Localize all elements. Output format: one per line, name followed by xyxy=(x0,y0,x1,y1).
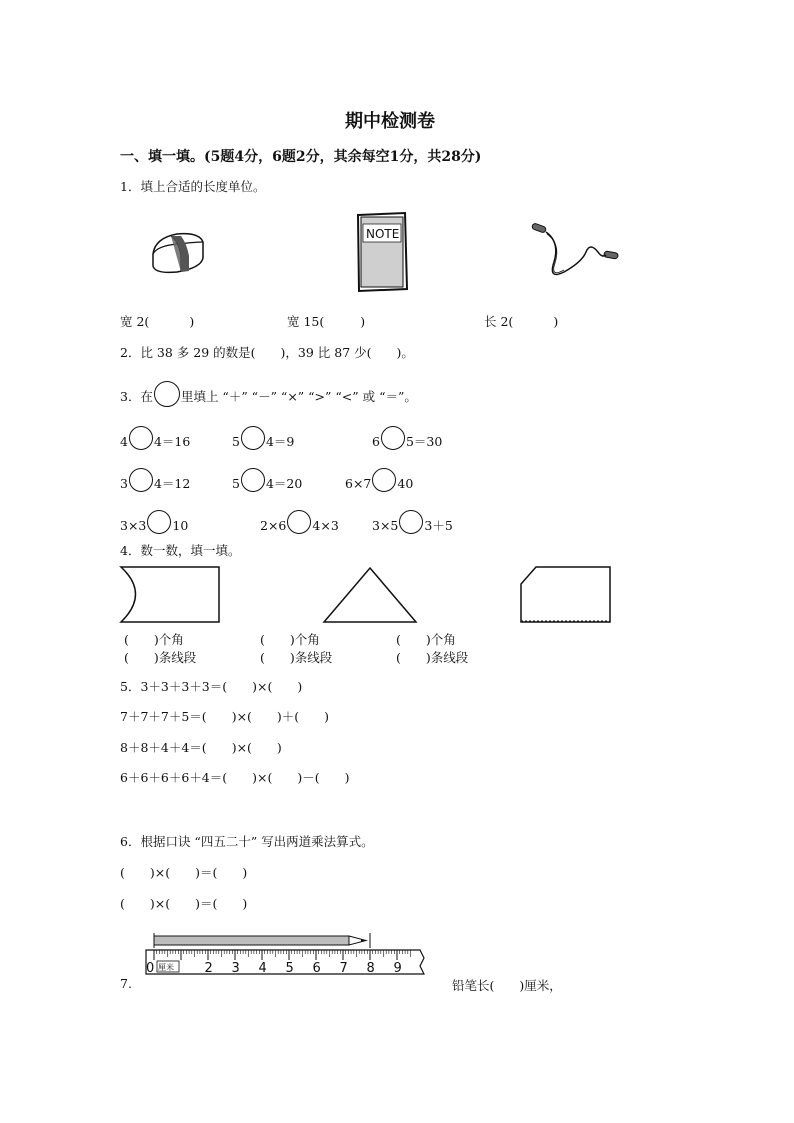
q6-prompt: 6．根据口诀 “四五二十” 写出两道乘法算式。 xyxy=(120,834,374,849)
q7-answer: 铅笔长( )厘米， xyxy=(452,978,562,993)
shape-cut-corner-rectangle xyxy=(520,566,612,624)
q6-line-2: ( )×( )＝( ) xyxy=(120,896,248,911)
q3-item: 4 4＝16 xyxy=(120,426,190,450)
q3-item: 3×5 3＋5 xyxy=(372,510,453,534)
shape-concave-rectangle xyxy=(120,566,222,624)
ruler-tick-label: 7 xyxy=(339,961,348,976)
circle-blank[interactable] xyxy=(241,468,265,492)
q1-prompt: 1．填上合适的长度单位。 xyxy=(120,179,266,194)
circle-blank-example xyxy=(154,381,180,407)
page-title: 期中检测卷 xyxy=(345,111,435,132)
jump-rope-icon xyxy=(530,222,622,284)
ruler-tick-label: 2 xyxy=(204,961,213,976)
ruler-with-pencil xyxy=(144,930,426,978)
q3-item: 3 4＝12 xyxy=(120,468,190,492)
circle-blank[interactable] xyxy=(147,510,171,534)
ruler-tick-label: 4 xyxy=(258,961,267,976)
ruler-tick-label: 8 xyxy=(366,961,375,976)
section-heading: 一、填一填。(5题4分，6题2分，其余每空1分，共28分) xyxy=(120,149,482,165)
q5-line-3: 8＋8＋4＋4＝( )×( ) xyxy=(120,740,282,755)
ruler-tick-label: 9 xyxy=(393,961,402,976)
q3-item: 3×3 10 xyxy=(120,510,188,534)
q4-angles-3: ( )个角 xyxy=(396,632,456,647)
q4-prompt: 4．数一数，填一填。 xyxy=(120,543,241,558)
q4-segments-2: ( )条线段 xyxy=(260,650,333,665)
q3-prompt: 3．在 里填上 “＋” “－” “×” “>” “<” 或 “＝”。 xyxy=(120,381,417,407)
circle-blank[interactable] xyxy=(399,510,423,534)
circle-blank[interactable] xyxy=(129,468,153,492)
q1-item-eraser: 宽 2( ) xyxy=(120,314,195,329)
q4-segments-1: ( )条线段 xyxy=(124,650,197,665)
circle-blank[interactable] xyxy=(381,426,405,450)
q3-item: 2×6 4×3 xyxy=(260,510,339,534)
q5-line-2: 7＋7＋7＋5＝( )×( )＋( ) xyxy=(120,709,330,724)
ruler-tick-label: 6 xyxy=(312,961,321,976)
circle-blank[interactable] xyxy=(372,468,396,492)
q7-number: 7. xyxy=(120,976,132,991)
circle-blank[interactable] xyxy=(129,426,153,450)
shape-triangle xyxy=(322,566,418,624)
q5-line-4: 6＋6＋6＋6＋4＝( )×( )－( ) xyxy=(120,770,350,785)
ruler-tick-label: 5 xyxy=(285,961,294,976)
q6-line-1: ( )×( )＝( ) xyxy=(120,865,248,880)
q1-item-rope: 长 2( ) xyxy=(484,314,559,329)
notebook-icon xyxy=(355,212,409,292)
note-label: NOTE xyxy=(366,227,400,241)
q3-item: 5 4＝20 xyxy=(232,468,302,492)
q4-angles-1: ( )个角 xyxy=(124,632,184,647)
ruler-tick-label: 3 xyxy=(231,961,240,976)
q3-item: 5 4＝9 xyxy=(232,426,294,450)
q1-item-notebook: 宽 15( ) xyxy=(287,314,366,329)
circle-blank[interactable] xyxy=(287,510,311,534)
q5-line-1: 5．3＋3＋3＋3＝( )×( ) xyxy=(120,679,303,694)
q2-text: 2．比 38 多 29 的数是( )，39 比 87 少( )。 xyxy=(120,345,414,360)
circle-blank[interactable] xyxy=(241,426,265,450)
q3-item: 6 5＝30 xyxy=(372,426,442,450)
q4-angles-2: ( )个角 xyxy=(260,632,320,647)
q4-segments-3: ( )条线段 xyxy=(396,650,469,665)
ruler-tick-label: 0 xyxy=(146,961,155,976)
eraser-icon xyxy=(147,228,207,276)
q3-item: 6×7 40 xyxy=(345,468,413,492)
ruler-unit-label: 厘米 xyxy=(158,963,174,972)
